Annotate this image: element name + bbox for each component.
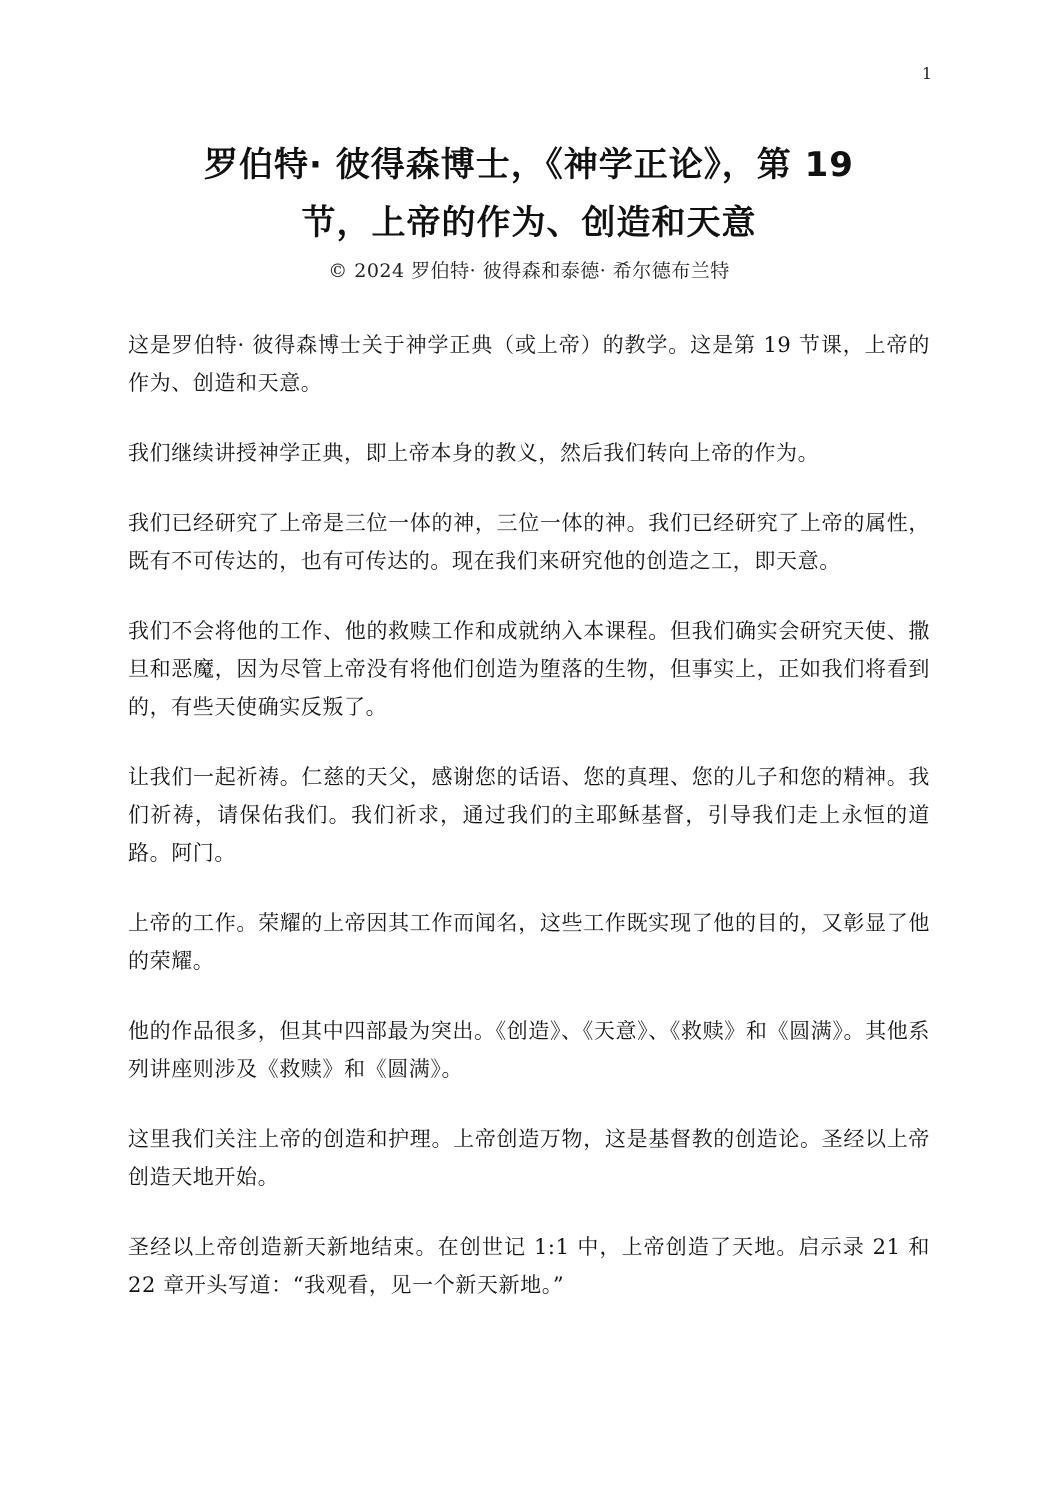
paragraph-studied-trinity: 我们已经研究了上帝是三位一体的神，三位一体的神。我们已经研究了上帝的属性，既有不可传达的，也有可传达的。现在我们来研究他的创造之工，即天意。 (128, 511, 930, 573)
paragraph-prayer: 让我们一起祈祷。仁慈的天父，感谢您的话语、您的真理、您的儿子和您的精神。我们祈祷，请保佑我们。我们祈求，通过我们的主耶稣基督，引导我们走上永恒的道路。阿门。 (128, 765, 930, 865)
paragraph-works-of-god: 上帝的工作。荣耀的上帝因其工作而闻名，这些工作既实现了他的目的，又彰显了他的荣耀。 (128, 911, 930, 973)
paragraph-creation-providence: 这里我们关注上帝的创造和护理。上帝创造万物，这是基督教的创造论。圣经以上帝创造天地开始。 (128, 1127, 930, 1189)
paragraph-new-heavens: 圣经以上帝创造新天新地结束。在创世记 1:1 中，上帝创造了天地。启示录 21 和 22 章开头写道：“我观看，见一个新天新地。” (128, 1235, 930, 1297)
paragraph-intro: 这是罗伯特· 彼得森博士关于神学正典（或上帝）的教学。这是第 19 节课，上帝的作为、创造和天意。 (128, 333, 930, 395)
copyright-notice: © 2024 罗伯特· 彼得森和泰德· 希尔德布兰特 (328, 260, 730, 282)
paragraph-four-works: 他的作品很多，但其中四部最为突出。《创造》、《天意》、《救赎》和《圆满》。其他系列讲座则涉及《救赎》和《圆满》。 (128, 1019, 930, 1081)
title-line-2: 节，上帝的作为、创造和天意 (301, 203, 757, 243)
body-text (128, 326, 930, 1336)
page-number: 1 (921, 64, 932, 83)
paragraph-continue: 我们继续讲授神学正典，即上帝本身的教义，然后我们转向上帝的作为。 (128, 441, 820, 465)
paragraph-angels-satan: 我们不会将他的工作、他的救赎工作和成就纳入本课程。但我们确实会研究天使、撒旦和恶魔，因为尽管上帝没有将他们创造为堕落的生物，但事实上，正如我们将看到的，有些天使确实反叛了。 (128, 619, 930, 719)
title-line-1: 罗伯特· 彼得森博士，《神学正论》，第 19 (204, 145, 854, 185)
document-title (128, 136, 930, 252)
title-block (128, 136, 930, 286)
